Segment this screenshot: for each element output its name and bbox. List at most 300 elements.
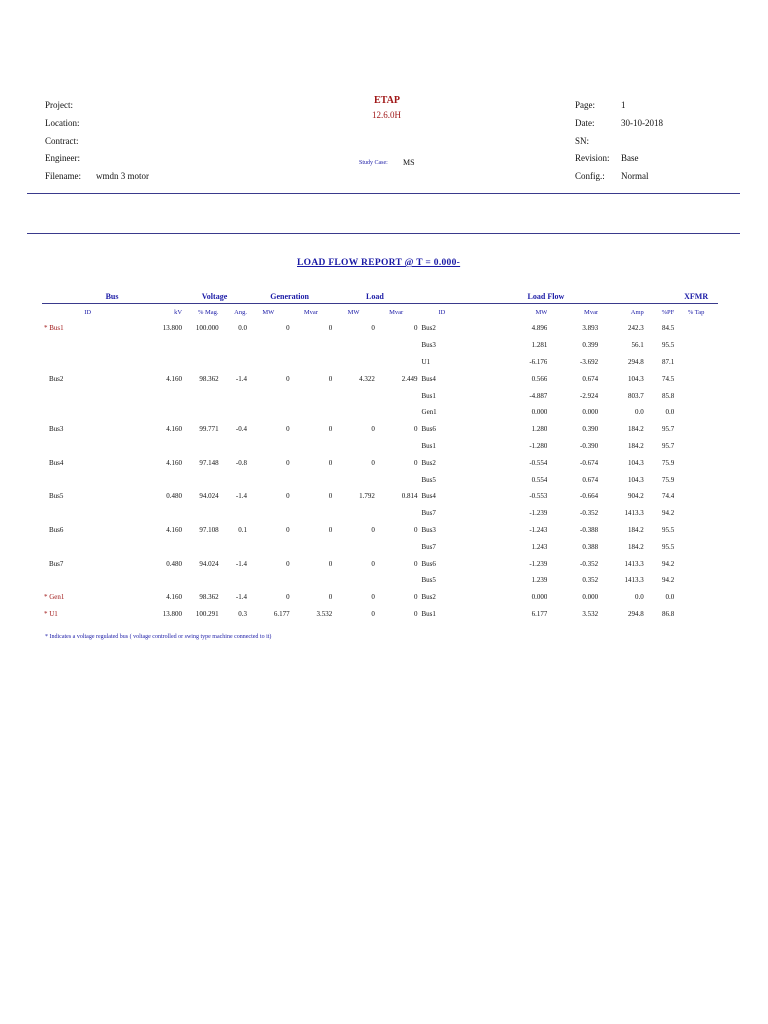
- cell-gen-mw: [247, 572, 290, 589]
- cell-tap: [674, 438, 718, 455]
- contract-label: Contract:: [45, 136, 79, 146]
- cell-kv: 4.160: [166, 525, 183, 534]
- cell-flow-mvar: -0.352: [580, 509, 599, 518]
- cell-load-mw: 1.792: [359, 492, 375, 501]
- cell-tap: [674, 538, 718, 555]
- cell-voltage-ang: [219, 404, 247, 421]
- cell-flow-mw: 1.243: [531, 542, 548, 551]
- cell-flow-mvar: -0.664: [580, 492, 599, 501]
- cell-bus-id: [42, 404, 133, 421]
- cell-flow-to-id: Bus3: [421, 341, 436, 350]
- cell-voltage-mag: [182, 404, 219, 421]
- cell-amp: 0.0: [635, 593, 644, 602]
- cell-voltage-ang: 0.1: [238, 525, 247, 534]
- cell-gen-mvar: [290, 337, 333, 354]
- col-flow-mvar: Mvar: [584, 308, 599, 316]
- cell-voltage-mag: 94.024: [199, 492, 219, 501]
- cell-load-mw: [332, 572, 375, 589]
- load-flow-table: [42, 289, 718, 622]
- cell-kv: 13.800: [162, 609, 183, 618]
- cell-load-mw: 0: [371, 525, 375, 534]
- cell-flow-to-id: Bus3: [421, 525, 436, 534]
- cell-gen-mw: 0: [286, 374, 290, 383]
- cell-flow-mvar: -3.692: [580, 357, 599, 366]
- cell-flow-mw: 1.280: [531, 425, 548, 434]
- cell-tap: [674, 404, 718, 421]
- cell-voltage-ang: [219, 471, 247, 488]
- cell-flow-to-id: Bus4: [421, 492, 436, 501]
- footnote: * Indicates a voltage regulated bus ( voltage controlled or swing type machine connected to it): [45, 634, 272, 640]
- revision-label: Revision:: [575, 153, 610, 163]
- cell-kv: 13.800: [162, 324, 183, 333]
- cell-flow-mvar: 3.893: [582, 324, 599, 333]
- table-row: [42, 471, 718, 488]
- col-flow-id: ID: [438, 308, 446, 316]
- cell-voltage-ang: [219, 387, 247, 404]
- cell-amp: 104.3: [628, 458, 644, 467]
- cell-kv: [133, 404, 182, 421]
- cell-amp: 104.3: [628, 475, 644, 484]
- cell-flow-to-id: Bus1: [421, 609, 436, 618]
- cell-load-mvar: 0: [414, 559, 418, 568]
- cell-gen-mw: 0: [286, 593, 290, 602]
- cell-voltage-ang: 0.3: [238, 609, 247, 618]
- cell-pf: 74.5: [662, 374, 675, 383]
- col-mag: % Mag.: [197, 308, 219, 316]
- cell-load-mw: [332, 337, 375, 354]
- cell-tap: [674, 454, 718, 471]
- sn-label: SN:: [575, 136, 590, 146]
- group-voltage: Voltage: [182, 289, 247, 304]
- cell-amp: 1413.3: [624, 559, 644, 568]
- cell-gen-mvar: [290, 404, 333, 421]
- cell-kv: 4.160: [166, 458, 183, 467]
- cell-pf: 95.5: [662, 525, 675, 534]
- cell-flow-mvar: 0.399: [582, 341, 599, 350]
- cell-flow-to-id: Gen1: [421, 408, 437, 417]
- cell-bus-id: Bus3: [49, 425, 64, 434]
- filename-value: wmdn 3 motor: [96, 171, 149, 181]
- cell-tap: [674, 421, 718, 438]
- group-bus: Bus: [42, 289, 182, 304]
- table-row: [42, 337, 718, 354]
- cell-flow-mw: -0.553: [529, 492, 548, 501]
- cell-gen-mvar: [290, 572, 333, 589]
- cell-voltage-mag: 100.000: [195, 324, 219, 333]
- cell-pf: 95.7: [662, 441, 675, 450]
- cell-pf: 86.8: [662, 609, 675, 618]
- cell-amp: 1413.3: [624, 509, 644, 518]
- cell-flow-to-id: Bus4: [421, 374, 436, 383]
- cell-voltage-mag: [182, 438, 219, 455]
- cell-flow-to-id: Bus7: [421, 509, 436, 518]
- cell-kv: [133, 387, 182, 404]
- cell-bus-id: Bus7: [49, 559, 64, 568]
- cell-bus-id: [42, 387, 133, 404]
- cell-kv: 4.160: [166, 593, 183, 602]
- cell-amp: 184.2: [628, 542, 644, 551]
- table-row: [42, 387, 718, 404]
- cell-flow-mvar: 0.000: [582, 593, 599, 602]
- cell-flow-to-id: Bus2: [421, 324, 436, 333]
- col-load-mvar: Mvar: [389, 308, 404, 316]
- cell-gen-mw: 0: [286, 458, 290, 467]
- table-row: [42, 488, 718, 505]
- column-header-row: [42, 304, 718, 321]
- cell-bus-id: [42, 572, 133, 589]
- cell-gen-mvar: 3.532: [316, 609, 333, 618]
- cell-flow-mw: 0.000: [531, 593, 548, 602]
- table-row: [42, 370, 718, 387]
- cell-amp: 294.8: [628, 357, 644, 366]
- date-value: 30-10-2018: [621, 118, 663, 128]
- app-version: 12.6.0H: [372, 110, 401, 120]
- cell-gen-mvar: 0: [328, 425, 333, 434]
- col-tap: % Tap: [687, 308, 705, 316]
- cell-flow-to-id: Bus1: [421, 391, 436, 400]
- table-row: [42, 505, 718, 522]
- cell-load-mvar: 0: [414, 593, 418, 602]
- col-pf: %PF: [661, 308, 675, 316]
- cell-tap: [674, 589, 718, 606]
- cell-load-mvar: [375, 538, 418, 555]
- group-xfmr: XFMR: [674, 289, 718, 304]
- cell-bus-id: [42, 354, 133, 371]
- col-ang: Ang.: [234, 308, 247, 316]
- cell-tap: [674, 606, 718, 623]
- cell-flow-mvar: -2.924: [580, 391, 599, 400]
- table-row: [42, 589, 718, 606]
- cell-flow-mvar: -0.388: [580, 525, 599, 534]
- cell-load-mvar: 0: [414, 525, 418, 534]
- col-amp: Amp: [630, 308, 644, 316]
- cell-tap: [674, 370, 718, 387]
- cell-gen-mw: 0: [286, 492, 290, 501]
- cell-bus-id: Bus6: [49, 525, 64, 534]
- cell-pf: 95.7: [662, 425, 675, 434]
- cell-voltage-mag: [182, 337, 219, 354]
- cell-gen-mw: [247, 387, 290, 404]
- cell-pf: 84.5: [662, 324, 675, 333]
- cell-load-mvar: 0: [414, 609, 418, 618]
- cell-load-mw: [332, 505, 375, 522]
- cell-voltage-ang: -0.4: [235, 425, 247, 434]
- cell-bus-id: Bus4: [49, 458, 64, 467]
- cell-gen-mw: 6.177: [273, 609, 290, 618]
- cell-kv: [133, 505, 182, 522]
- cell-load-mvar: [375, 337, 418, 354]
- cell-gen-mvar: 0: [328, 374, 333, 383]
- cell-bus-id: Bus2: [49, 374, 64, 383]
- cell-voltage-ang: -1.4: [235, 559, 247, 568]
- cell-load-mvar: 2.449: [401, 374, 418, 383]
- project-label: Project:: [45, 100, 73, 110]
- cell-flow-mvar: 0.388: [582, 542, 599, 551]
- cell-flow-to-id: Bus2: [421, 593, 436, 602]
- cell-tap: [674, 505, 718, 522]
- table-row: [42, 421, 718, 438]
- study-case-value: MS: [403, 158, 415, 167]
- col-kv: kV: [174, 308, 183, 316]
- cell-load-mw: [332, 404, 375, 421]
- cell-load-mvar: 0.814: [401, 492, 418, 501]
- cell-amp: 184.2: [628, 525, 644, 534]
- header-divider-bottom: [27, 233, 740, 234]
- cell-load-mw: [332, 538, 375, 555]
- cell-gen-mvar: [290, 438, 333, 455]
- cell-kv: 4.160: [166, 374, 183, 383]
- cell-amp: 104.3: [628, 374, 644, 383]
- table-row: [42, 572, 718, 589]
- cell-voltage-mag: [182, 505, 219, 522]
- cell-bus-id: [42, 505, 133, 522]
- config-label: Config.:: [575, 171, 605, 181]
- cell-gen-mw: 0: [286, 425, 290, 434]
- cell-amp: 56.1: [631, 341, 644, 350]
- filename-label: Filename:: [45, 171, 81, 181]
- cell-bus-id: * Bus1: [44, 324, 64, 333]
- cell-tap: [674, 320, 718, 337]
- revision-value: Base: [621, 153, 639, 163]
- cell-flow-mw: 4.896: [531, 324, 548, 333]
- cell-voltage-ang: -1.4: [235, 593, 247, 602]
- cell-flow-to-id: Bus6: [421, 559, 436, 568]
- cell-flow-mw: 0.554: [531, 475, 548, 484]
- cell-flow-mvar: 0.352: [582, 576, 599, 585]
- cell-gen-mvar: [290, 505, 333, 522]
- cell-amp: 803.7: [628, 391, 644, 400]
- cell-bus-id: [42, 471, 133, 488]
- cell-voltage-mag: 98.362: [199, 593, 219, 602]
- cell-load-mvar: [375, 387, 418, 404]
- cell-gen-mw: 0: [286, 525, 290, 534]
- page-label: Page:: [575, 100, 595, 110]
- cell-flow-mvar: 0.674: [582, 374, 599, 383]
- cell-pf: 95.5: [662, 542, 675, 551]
- cell-gen-mvar: 0: [328, 559, 333, 568]
- table-row: [42, 522, 718, 539]
- page-value: 1: [621, 100, 626, 110]
- group-load-flow: Load Flow: [418, 289, 675, 304]
- cell-load-mvar: [375, 471, 418, 488]
- cell-gen-mvar: [290, 387, 333, 404]
- cell-kv: 0.480: [166, 559, 183, 568]
- cell-gen-mvar: 0: [328, 492, 333, 501]
- date-label: Date:: [575, 118, 595, 128]
- cell-gen-mw: [247, 471, 290, 488]
- col-gen-mvar: Mvar: [303, 308, 318, 316]
- cell-tap: [674, 555, 718, 572]
- cell-kv: [133, 471, 182, 488]
- config-value: Normal: [621, 171, 649, 181]
- cell-voltage-ang: -0.8: [235, 458, 247, 467]
- cell-tap: [674, 337, 718, 354]
- cell-flow-mvar: 0.390: [582, 425, 599, 434]
- cell-pf: 74.4: [662, 492, 675, 501]
- cell-flow-mw: -1.243: [529, 525, 548, 534]
- cell-pf: 94.2: [662, 509, 675, 518]
- cell-tap: [674, 488, 718, 505]
- col-load-mw: MW: [347, 308, 360, 316]
- cell-load-mw: 0: [371, 324, 375, 333]
- cell-voltage-mag: [182, 387, 219, 404]
- cell-gen-mvar: [290, 471, 333, 488]
- cell-kv: 4.160: [166, 425, 183, 434]
- cell-load-mw: [332, 354, 375, 371]
- cell-voltage-mag: 100.291: [195, 609, 219, 618]
- group-load: Load: [332, 289, 417, 304]
- cell-flow-mvar: -0.674: [580, 458, 599, 467]
- cell-load-mvar: [375, 354, 418, 371]
- cell-flow-to-id: Bus5: [421, 475, 436, 484]
- cell-gen-mw: 0: [286, 324, 290, 333]
- cell-gen-mvar: 0: [328, 593, 333, 602]
- cell-flow-to-id: Bus7: [421, 542, 436, 551]
- cell-load-mw: 0: [371, 425, 375, 434]
- cell-gen-mw: [247, 538, 290, 555]
- cell-bus-id: Bus5: [49, 492, 64, 501]
- cell-pf: 75.9: [662, 475, 675, 484]
- load-flow-body: [42, 320, 718, 622]
- cell-amp: 242.3: [628, 324, 644, 333]
- location-label: Location:: [45, 118, 80, 128]
- cell-voltage-ang: [219, 337, 247, 354]
- cell-kv: [133, 438, 182, 455]
- cell-flow-to-id: U1: [421, 357, 431, 366]
- col-bus-id: ID: [84, 308, 92, 316]
- table-row: [42, 538, 718, 555]
- cell-voltage-ang: [219, 505, 247, 522]
- cell-gen-mvar: 0: [328, 458, 333, 467]
- table-row: [42, 606, 718, 623]
- cell-load-mvar: [375, 505, 418, 522]
- table-row: [42, 555, 718, 572]
- header-divider-top: [27, 193, 740, 194]
- cell-amp: 184.2: [628, 441, 644, 450]
- engineer-label: Engineer:: [45, 153, 80, 163]
- cell-load-mvar: [375, 438, 418, 455]
- cell-voltage-ang: -1.4: [235, 374, 247, 383]
- cell-flow-mvar: -0.352: [580, 559, 599, 568]
- cell-gen-mvar: [290, 538, 333, 555]
- cell-load-mvar: 0: [414, 458, 418, 467]
- cell-load-mw: 4.322: [359, 374, 375, 383]
- cell-voltage-mag: [182, 538, 219, 555]
- cell-pf: 75.9: [662, 458, 675, 467]
- cell-voltage-ang: 0.0: [238, 324, 247, 333]
- cell-flow-mw: -6.176: [529, 357, 548, 366]
- cell-gen-mvar: 0: [328, 525, 333, 534]
- cell-pf: 94.2: [662, 559, 675, 568]
- cell-load-mvar: [375, 572, 418, 589]
- cell-voltage-ang: [219, 354, 247, 371]
- cell-tap: [674, 471, 718, 488]
- cell-load-mw: [332, 471, 375, 488]
- cell-voltage-mag: [182, 572, 219, 589]
- cell-flow-mvar: 3.532: [582, 609, 599, 618]
- cell-load-mw: 0: [371, 593, 375, 602]
- cell-load-mvar: 0: [414, 425, 418, 434]
- col-flow-mw: MW: [535, 308, 548, 316]
- cell-flow-mw: -0.554: [529, 458, 548, 467]
- cell-pf: 0.0: [665, 593, 675, 602]
- cell-kv: [133, 572, 182, 589]
- cell-gen-mw: [247, 438, 290, 455]
- cell-pf: 0.0: [665, 408, 675, 417]
- cell-gen-mvar: 0: [328, 324, 333, 333]
- cell-gen-mw: [247, 505, 290, 522]
- cell-load-mw: 0: [371, 609, 375, 618]
- cell-flow-mvar: -0.390: [580, 441, 599, 450]
- cell-load-mvar: [375, 404, 418, 421]
- cell-tap: [674, 354, 718, 371]
- cell-flow-to-id: Bus5: [421, 576, 436, 585]
- cell-amp: 184.2: [628, 425, 644, 434]
- cell-kv: [133, 538, 182, 555]
- cell-load-mw: [332, 387, 375, 404]
- cell-amp: 0.0: [635, 408, 644, 417]
- report-title: LOAD FLOW REPORT @ T = 0.000-: [297, 258, 461, 268]
- group-header-row: [42, 289, 718, 304]
- cell-load-mvar: 0: [414, 324, 418, 333]
- cell-tap: [674, 572, 718, 589]
- cell-gen-mw: [247, 337, 290, 354]
- table-row: [42, 354, 718, 371]
- cell-flow-to-id: Bus1: [421, 441, 436, 450]
- cell-load-mw: 0: [371, 458, 375, 467]
- cell-voltage-mag: 98.362: [199, 374, 219, 383]
- cell-voltage-ang: -1.4: [235, 492, 247, 501]
- cell-voltage-mag: [182, 471, 219, 488]
- cell-flow-mvar: 0.674: [582, 475, 599, 484]
- cell-gen-mw: [247, 404, 290, 421]
- cell-voltage-mag: 97.148: [199, 458, 219, 467]
- cell-gen-mw: [247, 354, 290, 371]
- cell-kv: [133, 354, 182, 371]
- cell-pf: 85.8: [662, 391, 675, 400]
- table-row: [42, 454, 718, 471]
- col-gen-mw: MW: [262, 308, 275, 316]
- table-row: [42, 320, 718, 337]
- cell-flow-mvar: 0.000: [582, 408, 599, 417]
- cell-kv: [133, 337, 182, 354]
- cell-voltage-mag: 99.771: [199, 425, 219, 434]
- cell-voltage-ang: [219, 538, 247, 555]
- cell-flow-mw: -1.280: [529, 441, 548, 450]
- app-title: ETAP: [374, 95, 400, 106]
- cell-pf: 95.5: [662, 341, 675, 350]
- cell-flow-mw: 0.000: [531, 408, 548, 417]
- cell-flow-mw: 0.566: [531, 374, 548, 383]
- cell-flow-mw: 1.239: [531, 576, 548, 585]
- cell-amp: 904.2: [628, 492, 644, 501]
- study-case-label: Study Case:: [359, 160, 388, 166]
- cell-voltage-mag: 97.108: [199, 525, 219, 534]
- cell-bus-id: [42, 337, 133, 354]
- cell-voltage-mag: [182, 354, 219, 371]
- cell-bus-id: [42, 538, 133, 555]
- cell-amp: 1413.3: [624, 576, 644, 585]
- cell-flow-to-id: Bus6: [421, 425, 436, 434]
- cell-gen-mvar: [290, 354, 333, 371]
- cell-flow-mw: -1.239: [529, 559, 548, 568]
- cell-gen-mw: 0: [286, 559, 290, 568]
- cell-flow-mw: -1.239: [529, 509, 548, 518]
- cell-bus-id: * Gen1: [44, 593, 65, 602]
- cell-pf: 87.1: [662, 357, 675, 366]
- cell-bus-id: * U1: [44, 609, 58, 618]
- cell-flow-mw: -4.887: [529, 391, 548, 400]
